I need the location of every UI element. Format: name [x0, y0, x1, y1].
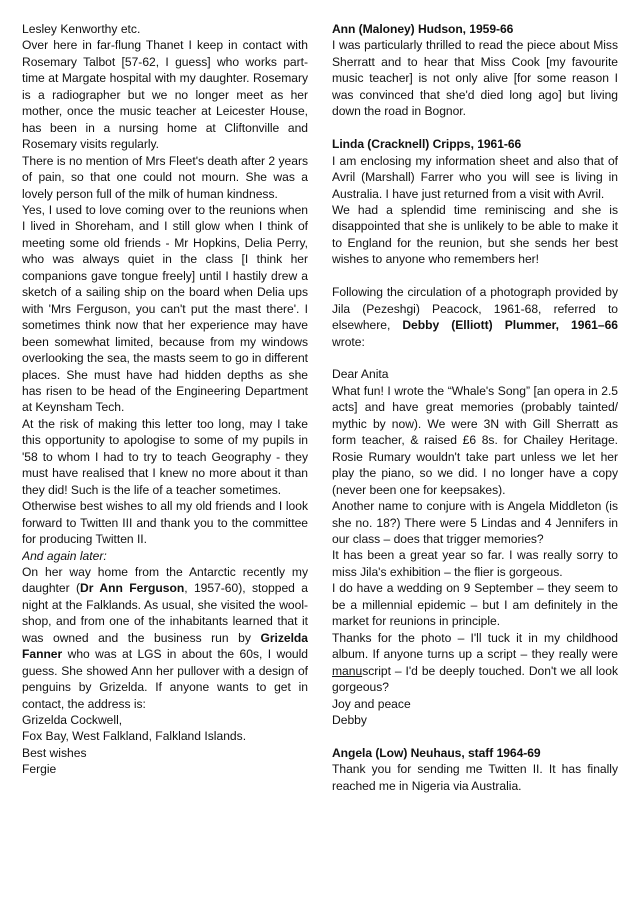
short-line: Grizelda Cockwell,	[22, 713, 123, 728]
section-heading: Ann (Maloney) Hudson, 1959-66	[332, 22, 514, 36]
short-line: Fergie	[22, 762, 57, 777]
body-paragraph	[332, 630, 618, 696]
two-column-layout	[0, 21, 639, 922]
text-run: wrote:	[332, 334, 365, 349]
short-line: Fox Bay, West Falkland, Falkland Islands.	[22, 729, 247, 744]
body-paragraph: What fun! I wrote the “Whale's Song” [an opera in 2.5 acts] and have great memories (probably tainted/ mythic by now). We were 3N with Gill Sherratt as form teacher, & raised £6 8s. for Chailey Heritage. Rosie Rumary wouldn't take part unless we let her play the piano, so we did. I no longer have a copy (never been one for keepsakes).	[332, 383, 618, 497]
body-paragraph: Otherwise best wishes to all my old friends and I look forward to Twitten III and thank you to the committee for producing Twitten II.	[22, 499, 308, 547]
body-paragraph	[332, 284, 618, 350]
body-paragraph: I was particularly thrilled to read the piece about Miss Sherratt and to hear that Miss Cook [my favourite music teacher] is not only alive [for some reason I was convinced that she'd died long ago] but living down the road in Bognor.	[332, 38, 618, 119]
italic-aside-line: And again later:	[22, 548, 107, 563]
paragraph-spacer	[332, 120, 618, 136]
short-line: Best wishes	[22, 745, 87, 760]
section-heading: Angela (Low) Neuhaus, staff 1964-69	[332, 745, 541, 760]
paragraph-spacer	[332, 350, 618, 366]
text-run: , 1957-60), stopped a night at the Falklands. As usual, she visited the wool-shop, and from one of the inhabitants learned that it was owned and the business run by	[22, 581, 308, 645]
body-paragraph	[22, 564, 308, 712]
bold-run: Debby (Elliott) Plummer, 1961–66	[402, 318, 618, 333]
body-paragraph: I am enclosing my information sheet and also that of Avril (Marshall) Farrer who you will see is living in Australia. I have just returned from a visit with Avril.	[332, 153, 618, 201]
text-run: Thanks for the photo – I'll tuck it in my childhood album. If anyone turns up a script – they really were	[332, 630, 618, 662]
body-paragraph: There is no mention of Mrs Fleet's death after 2 years of pain, so that one could not mourn. She was a lovely person full of the milk of human kindness.	[22, 153, 308, 201]
body-paragraph: At the risk of making this letter too long, may I take this opportunity to apologise to some of my pupils in '58 to whom I had to try to teach Geography - they must have realised that I knew no more about it than they did! Such is the life of a teacher sometimes.	[22, 416, 308, 497]
underline-run: manu	[332, 663, 363, 678]
text-run: Following the circulation of a photograph provided by Jila (Pezeshgi) Peacock, 1961-68, referred to elsewhere,	[332, 285, 618, 333]
text-run: On her way home from the Antarctic recently my daughter (	[22, 564, 308, 596]
short-line: Joy and peace	[332, 696, 411, 711]
paragraph-spacer	[332, 728, 618, 744]
paragraph-spacer	[332, 268, 618, 284]
bold-run: Dr Ann Ferguson	[80, 581, 185, 596]
short-line: Lesley Kenworthy etc.	[22, 22, 141, 36]
short-line: Dear Anita	[332, 367, 389, 382]
text-run: who was at LGS in about the 60s, I would guess. She showed Ann her pullover with a design of penguins by Grizelda. If anyone wants to get in contact, the address is:	[22, 647, 308, 711]
section-heading: Linda (Cracknell) Cripps, 1961-66	[332, 137, 522, 152]
body-paragraph: Thank you for sending me Twitten II. It has finally reached me in Nigeria via Australia.	[332, 762, 618, 793]
body-paragraph: Another name to conjure with is Angela Middleton (is she no. 18?) There were 5 Lindas and 4 Jennifers in our class – does that trigger memories?	[332, 499, 618, 546]
body-paragraph: Yes, I used to love coming over to the reunions when I lived in Shoreham, and I still glow when I think of meeting some old friends - Mr Hopkins, Delia Perry, who was always quiet in the class [I think her companions gave tongue freely] until I hastily drew a sketch of a sailing ship on the board when Delia ups with 'Mrs Ferguson, you can't put the mast there'. I sometimes think now that her experience may have been somewhat limited, because from my windows overlooking the sea, the masts seem to go in different places. She must have had hidden depths as she has risen to be head of the Engineering Department at Keynsham Tech.	[22, 202, 308, 415]
body-paragraph: We had a splendid time reminiscing and she is disappointed that she is unlikely to be able to make it to England for the reunion, but she sends her best wishes to anyone who remembers her!	[332, 202, 618, 267]
body-paragraph: I do have a wedding on 9 September – they seem to be a millennial epidemic – but I am definitely in the market for reunions in principle.	[332, 581, 618, 629]
body-paragraph: Over here in far-flung Thanet I keep in contact with Rosemary Talbot [57-62, I guess] who works part-time at Margate hospital with my daughter. Rosemary is a radiographer but we no longer meet as her mother, once the music teacher at Leicester House, has been in a nursing home at Cliftonville and Rosemary visits regularly.	[22, 38, 308, 152]
text-run: script – I'd be deeply touched. Don't we all look gorgeous?	[332, 663, 618, 695]
left-text-column	[22, 21, 308, 922]
short-line: Debby	[332, 712, 367, 727]
bold-run: Grizelda Fanner	[22, 630, 308, 662]
right-text-column	[332, 21, 618, 922]
body-paragraph: It has been a great year so far. I was really sorry to miss Jila's exhibition – the flier is gorgeous.	[332, 548, 618, 579]
